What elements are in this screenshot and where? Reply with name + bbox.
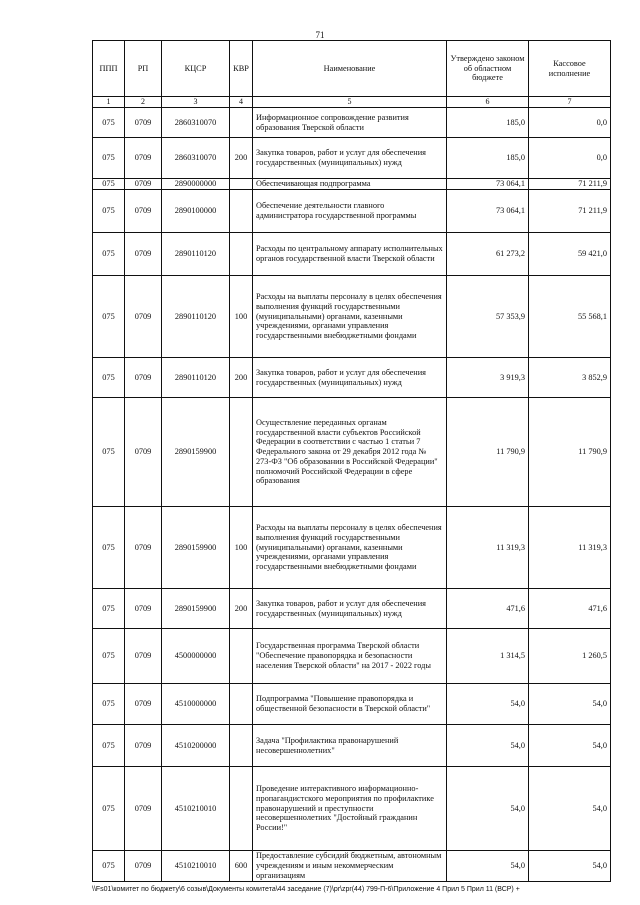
- cell-name: Подпрограмма "Повышение правопорядка и общественной безопасности в Тверской области": [253, 684, 447, 725]
- cell-ppp: 075: [93, 276, 125, 358]
- cell-kcsr: 4510210010: [162, 851, 230, 882]
- cell-rp: 0709: [125, 138, 162, 179]
- cell-kvr: 100: [230, 276, 253, 358]
- table-row: [93, 179, 611, 190]
- cell-rp: 0709: [125, 358, 162, 398]
- cell-approved: 73 064,1: [447, 179, 529, 190]
- column-number: 3: [162, 97, 230, 108]
- cell-approved: 73 064,1: [447, 190, 529, 233]
- cell-rp: 0709: [125, 851, 162, 882]
- table-row: [93, 507, 611, 589]
- cell-ppp: 075: [93, 398, 125, 507]
- cell-kvr: [230, 179, 253, 190]
- cell-kvr: [230, 725, 253, 767]
- header-executed: Кассовое исполнение: [529, 41, 611, 97]
- cell-name: Закупка товаров, работ и услуг для обеспечения государственных (муниципальных) нужд: [253, 138, 447, 179]
- cell-approved: 471,6: [447, 589, 529, 629]
- header-rp: РП: [125, 41, 162, 97]
- cell-ppp: 075: [93, 589, 125, 629]
- cell-kvr: [230, 233, 253, 276]
- table-row: [93, 233, 611, 276]
- cell-approved: 11 319,3: [447, 507, 529, 589]
- cell-approved: 61 273,2: [447, 233, 529, 276]
- cell-approved: 57 353,9: [447, 276, 529, 358]
- cell-executed: 0,0: [529, 138, 611, 179]
- cell-kcsr: 2890159900: [162, 589, 230, 629]
- cell-rp: 0709: [125, 725, 162, 767]
- column-number: 6: [447, 97, 529, 108]
- cell-executed: 0,0: [529, 108, 611, 138]
- cell-name: Расходы по центральному аппарату исполнительных органов государственной власти Тверской области: [253, 233, 447, 276]
- cell-approved: 185,0: [447, 138, 529, 179]
- cell-kcsr: 4510200000: [162, 725, 230, 767]
- cell-executed: 54,0: [529, 684, 611, 725]
- header-name: Наименование: [253, 41, 447, 97]
- cell-ppp: 075: [93, 725, 125, 767]
- cell-executed: 71 211,9: [529, 190, 611, 233]
- cell-name: Закупка товаров, работ и услуг для обеспечения государственных (муниципальных) нужд: [253, 589, 447, 629]
- cell-approved: 54,0: [447, 684, 529, 725]
- cell-executed: 11 319,3: [529, 507, 611, 589]
- cell-name: Расходы на выплаты персоналу в целях обеспечения выполнения функций государственными (муниципальными) органами, казенными учреждениями, органами управления государственными внебюджетными фондами: [253, 276, 447, 358]
- table-row: [93, 725, 611, 767]
- cell-rp: 0709: [125, 684, 162, 725]
- cell-approved: 11 790,9: [447, 398, 529, 507]
- budget-table: [92, 40, 611, 882]
- cell-executed: 471,6: [529, 589, 611, 629]
- cell-kcsr: 2890100000: [162, 190, 230, 233]
- cell-name: Закупка товаров, работ и услуг для обеспечения государственных (муниципальных) нужд: [253, 358, 447, 398]
- cell-name: Информационное сопровождение развития образования Тверской области: [253, 108, 447, 138]
- cell-ppp: 075: [93, 179, 125, 190]
- column-number-row: [93, 97, 611, 108]
- cell-executed: 1 260,5: [529, 629, 611, 684]
- cell-executed: 3 852,9: [529, 358, 611, 398]
- table-row: [93, 108, 611, 138]
- cell-rp: 0709: [125, 108, 162, 138]
- cell-kvr: 600: [230, 851, 253, 882]
- table-row: [93, 358, 611, 398]
- cell-rp: 0709: [125, 398, 162, 507]
- cell-rp: 0709: [125, 507, 162, 589]
- cell-executed: 59 421,0: [529, 233, 611, 276]
- cell-kvr: 200: [230, 589, 253, 629]
- table-row: [93, 398, 611, 507]
- table-row: [93, 589, 611, 629]
- cell-approved: 54,0: [447, 767, 529, 851]
- cell-executed: 54,0: [529, 725, 611, 767]
- header-row: [93, 41, 611, 97]
- cell-ppp: 075: [93, 138, 125, 179]
- column-number: 1: [93, 97, 125, 108]
- table-row: [93, 138, 611, 179]
- column-number: 2: [125, 97, 162, 108]
- column-number: 5: [253, 97, 447, 108]
- cell-kvr: [230, 767, 253, 851]
- header-approved: Утверждено законом об областном бюджете: [447, 41, 529, 97]
- cell-rp: 0709: [125, 233, 162, 276]
- cell-kvr: 200: [230, 138, 253, 179]
- cell-name: Обеспечение деятельности главного администратора государственной программы: [253, 190, 447, 233]
- cell-executed: 71 211,9: [529, 179, 611, 190]
- cell-kcsr: 2890110120: [162, 233, 230, 276]
- column-number: 7: [529, 97, 611, 108]
- table-row: [93, 629, 611, 684]
- cell-executed: 11 790,9: [529, 398, 611, 507]
- cell-kcsr: 4510000000: [162, 684, 230, 725]
- cell-ppp: 075: [93, 233, 125, 276]
- cell-ppp: 075: [93, 358, 125, 398]
- cell-kcsr: 2890159900: [162, 398, 230, 507]
- cell-kvr: [230, 190, 253, 233]
- cell-kvr: [230, 629, 253, 684]
- cell-kvr: 100: [230, 507, 253, 589]
- header-ppp: ППП: [93, 41, 125, 97]
- cell-kcsr: 2860310070: [162, 108, 230, 138]
- table-row: [93, 276, 611, 358]
- cell-rp: 0709: [125, 767, 162, 851]
- cell-approved: 54,0: [447, 851, 529, 882]
- cell-name: Проведение интерактивного информационно-пропагандистского мероприятия по профилактике правонарушений и преступности несовершеннолетних "Достойный гражданин России!": [253, 767, 447, 851]
- cell-name: Предоставление субсидий бюджетным, автономным учреждениям и иным некоммерческим организациям: [253, 851, 447, 882]
- cell-kvr: 200: [230, 358, 253, 398]
- cell-name: Государственная программа Тверской области "Обеспечение правопорядка и безопасности населения Тверской области" на 2017 - 2022 годы: [253, 629, 447, 684]
- cell-kcsr: 2890000000: [162, 179, 230, 190]
- cell-kcsr: 4510210010: [162, 767, 230, 851]
- header-kcsr: КЦСР: [162, 41, 230, 97]
- cell-ppp: 075: [93, 507, 125, 589]
- cell-kcsr: 2890110120: [162, 276, 230, 358]
- cell-rp: 0709: [125, 276, 162, 358]
- cell-approved: 54,0: [447, 725, 529, 767]
- cell-ppp: 075: [93, 190, 125, 233]
- cell-rp: 0709: [125, 190, 162, 233]
- cell-name: Расходы на выплаты персоналу в целях обеспечения выполнения функций государственными (муниципальными) органами, казенными учреждениями, органами управления государственными внебюджетными фондами: [253, 507, 447, 589]
- cell-ppp: 075: [93, 684, 125, 725]
- cell-kcsr: 2890159900: [162, 507, 230, 589]
- cell-kvr: [230, 398, 253, 507]
- table-row: [93, 851, 611, 882]
- table-row: [93, 190, 611, 233]
- cell-name: Обеспечивающая подпрограмма: [253, 179, 447, 190]
- cell-executed: 54,0: [529, 851, 611, 882]
- cell-approved: 1 314,5: [447, 629, 529, 684]
- cell-ppp: 075: [93, 851, 125, 882]
- cell-ppp: 075: [93, 767, 125, 851]
- cell-name: Задача "Профилактика правонарушений несовершеннолетних": [253, 725, 447, 767]
- cell-kcsr: 2890110120: [162, 358, 230, 398]
- cell-ppp: 075: [93, 629, 125, 684]
- column-number: 4: [230, 97, 253, 108]
- header-kvr: КВР: [230, 41, 253, 97]
- cell-rp: 0709: [125, 589, 162, 629]
- footer-file-path: \\Fs01\комитет по бюджету\6 созыв\Документы комитета\44 заседание (7)\pr\zpr(44) 799-П-6\Приложение 4 Прил 5 Прил 11 (ВСР) +: [92, 886, 520, 893]
- cell-executed: 55 568,1: [529, 276, 611, 358]
- cell-kcsr: 2860310070: [162, 138, 230, 179]
- cell-rp: 0709: [125, 179, 162, 190]
- cell-kcsr: 4500000000: [162, 629, 230, 684]
- cell-kvr: [230, 684, 253, 725]
- cell-name: Осуществление переданных органам государственной власти субъектов Российской Федерации в соответствии с частью 1 статьи 7 Федерального закона от 29 декабря 2012 года № 273-ФЗ "Об образовании в Российской Федерации" полномочий Российской Федерации в сфере образования: [253, 398, 447, 507]
- cell-approved: 185,0: [447, 108, 529, 138]
- cell-executed: 54,0: [529, 767, 611, 851]
- table-row: [93, 684, 611, 725]
- page-number: 71: [315, 30, 325, 40]
- cell-ppp: 075: [93, 108, 125, 138]
- cell-rp: 0709: [125, 629, 162, 684]
- cell-approved: 3 919,3: [447, 358, 529, 398]
- cell-kvr: [230, 108, 253, 138]
- table-row: [93, 767, 611, 851]
